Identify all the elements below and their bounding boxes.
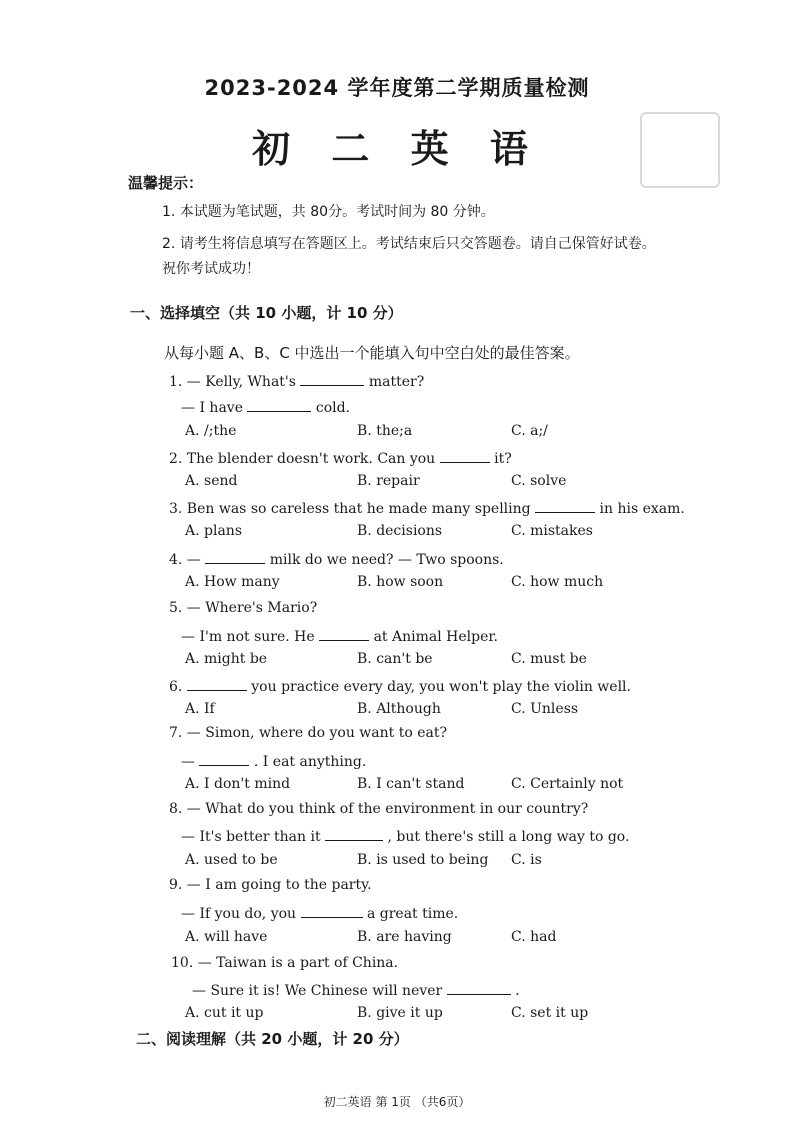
exam-year-title: 2023-2024 学年度第二学期质量检测: [204, 76, 590, 100]
question-1-line-2: — I have cold.: [181, 397, 350, 416]
answer-blank: [205, 549, 265, 564]
tip-item-1: 1. 本试题为笔试题，共 80分。考试时间为 80 分钟。: [162, 204, 495, 220]
question-4-option-a: A. How many: [185, 574, 280, 590]
question-7-line-1: 7. — Simon, where do you want to eat?: [169, 725, 447, 741]
question-8-option-b: B. is used to being: [357, 852, 489, 868]
answer-blank: [199, 751, 249, 766]
section-1-title: 一、选择填空（共 10 小题，计 10 分）: [130, 304, 403, 322]
question-8-option-c: C. is: [511, 852, 542, 868]
answer-blank: [319, 626, 369, 641]
question-10-option-a: A. cut it up: [185, 1005, 264, 1021]
answer-blank: [440, 448, 490, 463]
question-1-option-c: C. a;/: [511, 423, 548, 439]
question-4-option-b: B. how soon: [357, 574, 444, 590]
question-2-option-c: C. solve: [511, 473, 567, 489]
question-9-option-c: C. had: [511, 929, 557, 945]
question-3-line-1: 3. Ben was so careless that he made many spelling in his exam.: [169, 498, 685, 517]
question-7-option-b: B. I can't stand: [357, 776, 465, 792]
question-9-option-b: B. are having: [357, 929, 452, 945]
exam-subject-title: 初 二 英 语: [252, 127, 542, 171]
question-6-option-a: A. If: [185, 701, 215, 717]
question-5-option-a: A. might be: [185, 651, 268, 667]
question-4-option-c: C. how much: [511, 574, 604, 590]
question-6-option-c: C. Unless: [511, 701, 579, 717]
question-7-option-a: A. I don't mind: [185, 776, 291, 792]
question-3-option-b: B. decisions: [357, 523, 443, 539]
answer-blank: [325, 826, 383, 841]
question-7-line-2: — . I eat anything.: [181, 751, 366, 770]
question-7-option-c: C. Certainly not: [511, 776, 624, 792]
question-2-option-b: B. repair: [357, 473, 420, 489]
answer-blank: [300, 371, 364, 386]
question-3-option-a: A. plans: [185, 523, 242, 539]
question-9-line-1: 9. — I am going to the party.: [169, 877, 372, 893]
answer-blank: [301, 903, 363, 918]
question-5-line-1: 5. — Where's Mario?: [169, 600, 318, 616]
tip-item-2: 2. 请考生将信息填写在答题区上。考试结束后只交答题卷。请自己保管好试卷。: [162, 236, 656, 252]
answer-blank: [187, 676, 247, 691]
question-5-option-c: C. must be: [511, 651, 587, 667]
answer-blank: [247, 397, 311, 412]
section-2-title: 二、阅读理解（共 20 小题，计 20 分）: [136, 1030, 409, 1048]
question-9-line-2: — If you do, you a great time.: [181, 903, 458, 922]
question-8-line-2: — It's better than it , but there's still a long way to go.: [181, 826, 629, 845]
question-6-option-b: B. Although: [357, 701, 441, 717]
question-5-option-b: B. can't be: [357, 651, 433, 667]
question-4-line-1: 4. — milk do we need? — Two spoons.: [169, 549, 504, 568]
question-5-line-2: — I'm not sure. He at Animal Helper.: [181, 626, 498, 645]
question-6-line-1: 6. you practice every day, you won't play the violin well.: [169, 676, 631, 695]
answer-blank: [535, 498, 595, 513]
question-2-line-1: 2. The blender doesn't work. Can you it?: [169, 448, 512, 467]
question-2-option-a: A. send: [185, 473, 238, 489]
question-10-option-c: C. set it up: [511, 1005, 589, 1021]
question-8-line-1: 8. — What do you think of the environment in our country?: [169, 801, 589, 817]
question-10-option-b: B. give it up: [357, 1005, 443, 1021]
question-9-option-a: A. will have: [185, 929, 268, 945]
question-1-option-a: A. /;the: [185, 423, 237, 439]
question-10-line-1: 10. — Taiwan is a part of China.: [171, 955, 399, 971]
answer-blank: [447, 980, 511, 995]
page-footer: 初二英语 第 1页 （共6页）: [323, 1095, 471, 1109]
tip-item-3: 祝你考试成功！: [162, 261, 260, 277]
question-10-line-2: — Sure it is! We Chinese will never .: [192, 980, 520, 999]
question-1-line-1: 1. — Kelly, What's matter?: [169, 371, 424, 390]
question-3-option-c: C. mistakes: [511, 523, 593, 539]
tips-heading: 温馨提示：: [128, 174, 204, 192]
question-1-option-b: B. the;a: [357, 423, 413, 439]
question-8-option-a: A. used to be: [185, 852, 278, 868]
section-1-instruction: 从每小题 A、B、C 中选出一个能填入句中空白处的最佳答案。: [164, 344, 580, 362]
